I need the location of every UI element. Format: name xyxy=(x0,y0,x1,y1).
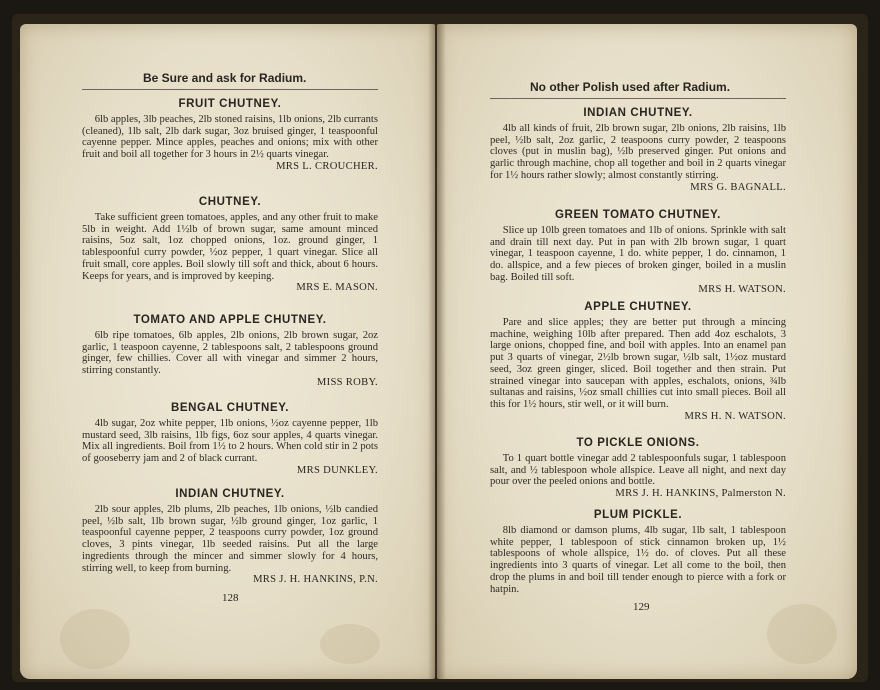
recipe-author: MRS E. MASON. xyxy=(296,282,378,294)
recipe-title: APPLE CHUTNEY. xyxy=(584,301,692,313)
recipe-title: FRUIT CHUTNEY. xyxy=(178,98,282,110)
page-number-left: 128 xyxy=(222,592,239,604)
recipe-text: 2lb sour apples, 2lb plums, 2lb peaches, 1lb onions, ½lb candied peel, ½lb salt, 1lb brown sugar, ½lb ground ginger, 1oz garlic, 1 teaspoonful cayenne pepper, 2 teaspoons curry powder, 1oz ground cloves, 3 pints vinegar, 1lb seeded raisins. Put all the large ingredients through the mincer and simmer slowly for 4 hours, stirring well, to keep from burning. xyxy=(82,504,378,574)
recipe-text: To 1 quart bottle vinegar add 2 tablespoonfuls sugar, 1 tablespoon salt, and ½ tablespoon whole allspice. Leave all night, and next day pour over the peeled onions and bottle. xyxy=(490,453,786,488)
recipe-title: INDIAN CHUTNEY. xyxy=(175,488,285,500)
recipe-indian-chutney-right xyxy=(490,107,786,193)
recipe-green-tomato-chutney xyxy=(490,209,786,295)
recipe-plum-pickle xyxy=(490,509,786,595)
recipe-title: CHUTNEY. xyxy=(198,196,262,208)
recipe-author: MRS L. CROUCHER. xyxy=(276,160,378,172)
page-number-right: 129 xyxy=(633,601,650,613)
recipe-text: 8lb diamond or damson plums, 4lb sugar, 1lb salt, 1 tablespoon white pepper, 1 tablespoon of stick cinnamon broken up, 1½ tablespoons of whole allspice, 1½ do. of cloves. Put all these ingredients into 3 quarts of vinegar. Let all come to the boil, then drop the plums in and boil till tender enough to pierce with a fork or hatpin. xyxy=(490,525,786,595)
recipe-title: TOMATO AND APPLE CHUTNEY. xyxy=(133,314,327,326)
recipe-apple-chutney xyxy=(490,301,786,422)
recipe-author: MRS G. BAGNALL. xyxy=(690,181,786,193)
recipe-author: MRS H. N. WATSON. xyxy=(684,410,786,422)
recipe-bengal-chutney xyxy=(82,402,378,477)
recipe-author: MRS DUNKLEY. xyxy=(296,464,378,476)
recipe-text: Take sufficient green tomatoes, apples, and any other fruit to make 5lb in weight. Add 1½lb of brown sugar, same amount minced raisins, 5oz salt, 1oz chopped onions, 1oz. ground ginger, 1 tablespoonful curry powder, ½oz pepper, 1 quart vinegar. Slice all fruit small, core apples. Boil slowly till soft and thick, about 6 hours. Keeps for years, and is improved by keeping. xyxy=(82,212,378,282)
recipe-author: MRS H. WATSON. xyxy=(698,283,786,295)
recipe-title: TO PICKLE ONIONS. xyxy=(576,437,700,449)
recipe-title: INDIAN CHUTNEY. xyxy=(583,107,693,119)
recipe-pickle-onions xyxy=(490,437,786,500)
header-rule xyxy=(490,98,786,99)
header-rule xyxy=(82,89,378,90)
stain xyxy=(60,609,130,669)
recipe-fruit-chutney xyxy=(82,98,378,173)
recipe-text: 6lb ripe tomatoes, 6lb apples, 2lb onions, 2lb brown sugar, 2oz garlic, 1 teaspoon cayenne, 2 tablespoons salt, 2 tablespoons ground ginger, few chillies. Cover all with vinegar and simmer 2 hours, stirring constantly. xyxy=(82,330,378,377)
recipe-text: Slice up 10lb green tomatoes and 1lb of onions. Sprinkle with salt and drain till next day. Put in pan with 2lb brown sugar, 1 quart vinegar, 1 teaspoon cayenne, 1 do. white pepper, 1 do. cinnamon, 1 do. allspice, and a few pieces of broken ginger, boiled in a muslin bag. Boiled till soft. xyxy=(490,225,786,283)
recipe-tomato-apple-chutney xyxy=(82,314,378,389)
left-page-header: Be Sure and ask for Radium. xyxy=(143,71,307,85)
recipe-author: MISS ROBY. xyxy=(316,376,378,388)
recipe-title: GREEN TOMATO CHUTNEY. xyxy=(555,209,721,221)
recipe-text: 4lb all kinds of fruit, 2lb brown sugar, 2lb onions, 2lb raisins, 1lb peel, ½lb salt, 2oz garlic, 2 teaspoons curry powder, 2 teaspoons cloves (put in muslin bag), ½lb preserved ginger. Put onions and garlic through machine, chop all together and boil in 2 quarts vinegar for 1½ hours rather slowly; almost constantly stirring. xyxy=(490,123,786,181)
recipe-author: MRS J. H. HANKINS, P.N. xyxy=(253,574,378,586)
stain xyxy=(320,624,380,664)
recipe-title: PLUM PICKLE. xyxy=(593,509,683,521)
recipe-text: Pare and slice apples; they are better put through a mincing machine, weighing 10lb after prepared. Then add 4oz eschalots, 3 large onions, chopped fine, and boil with apples. Into an enamel pan put 3 quarts of vinegar, 2½lb brown sugar, ½lb salt, 1½oz mustard seed, 3oz green ginger, sliced. Boil together and then strain. Put strained vinegar into saucepan with apples, eschalots, onions, ¾lb sultanas and raisins, ½oz small chillies cut into small pieces. Boil all this for 1½ hours, stir well, or it will burn. xyxy=(490,317,786,410)
recipe-author: MRS J. H. HANKINS, Palmerston N. xyxy=(615,488,786,500)
recipe-indian-chutney-left xyxy=(82,488,378,586)
book-gutter xyxy=(428,24,446,679)
recipe-text: 4lb sugar, 2oz white pepper, 1lb onions, ½oz cayenne pepper, 1lb mustard seed, 3lb raisins, 1lb figs, 6oz sour apples, 4 quarts vinegar. Mix all ingredients. Boil from 1½ to 2 hours. When cold stir in 2 pots of gooseberry jam and 2 of black currant. xyxy=(82,418,378,465)
recipe-title: BENGAL CHUTNEY. xyxy=(170,402,290,414)
recipe-text: 6lb apples, 3lb peaches, 2lb stoned raisins, 1lb onions, 2lb currants (cleaned), 1lb salt, 2lb dark sugar, 3oz bruised ginger, 1 teaspoonful cayenne pepper. Mince apples, peaches and onions; mix with other fruit and boil all together for 3 hours in 2½ quarts vinegar. xyxy=(82,114,378,161)
stain xyxy=(767,604,837,664)
right-page-header: No other Polish used after Radium. xyxy=(530,80,731,94)
recipe-chutney xyxy=(82,196,378,294)
